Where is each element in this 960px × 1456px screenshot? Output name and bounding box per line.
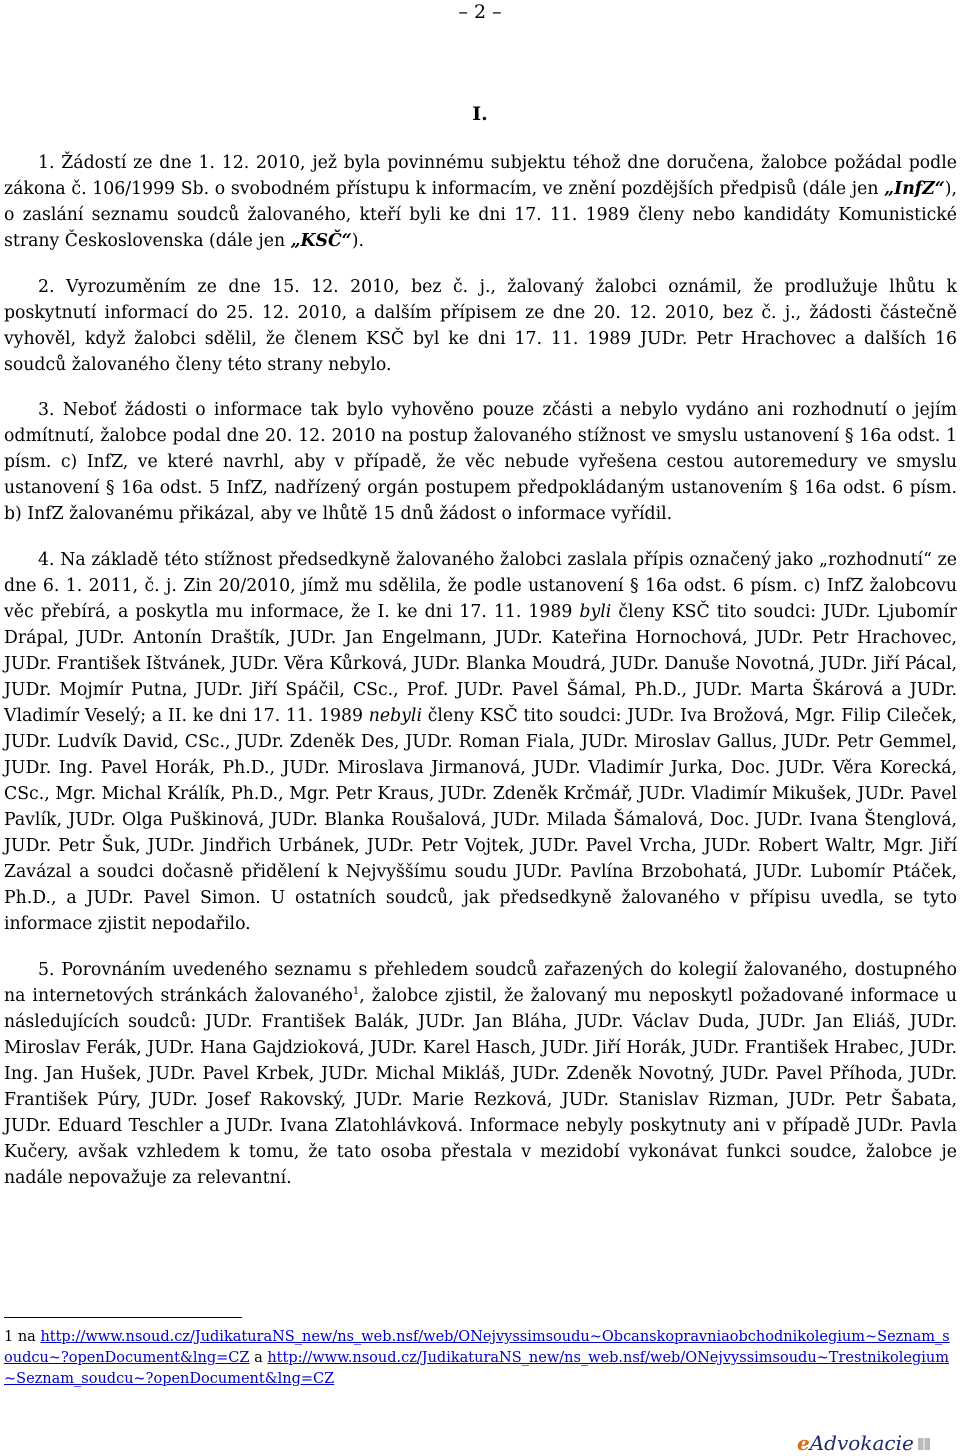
byli-word: byli: [579, 602, 612, 622]
paragraph-1-text-e: ).: [351, 231, 364, 251]
paragraph-4-text-e: členy KSČ tito soudci: JUDr. Iva Brožová, Mgr. Filip Cileček, JUDr. Ludvík David, CSc., JUDr. Zdeněk Des, JUDr. Roman Fiala, JUDr. Miroslav Gallus, JUDr. Petr Gemmel, JUDr. Ing. Pavel Horák, Ph.D., JUDr. Miroslava Jirmanová, JUDr. Vladimír Jurka, Doc. JUDr. Věra Korecká, CSc., Mgr. Michal Králík, Ph.D., Mgr. Petr Kraus, JUDr. Zdeněk Krčmář, JUDr. Vladimír Mikušek, JUDr. Pavel Pavlík, JUDr. Olga Puškinová, JUDr. Blanka Roušalová, JUDr. Milada Šámalová, Doc. JUDr. Ivana Štenglová, JUDr. Petr Šuk, JUDr. Jindřich Urbánek, JUDr. Petr Vojtek, JUDr. Pavel Vrcha, JUDr. Robert Waltr, Mgr. Jiří Zavázal a soudci dočasně přidělení k Nejvyššímu soudu JUDr. Pavlína Brzobohatá, JUDr. Lubomír Ptáček, Ph.D., a JUDr. Pavel Simon. U ostatních soudců, jak předsedkyně žalovaného v přípisu uvedla, se tyto informace zjistit nepodařilo.: [4, 706, 957, 934]
footnote: [4, 1327, 957, 1390]
paragraph-4-text-c: členy KSČ tito soudci: JUDr. Ljubomír Drápal, JUDr. Antonín Draštík, JUDr. Jan Engelmann, JUDr. Kateřina Hornochová, JUDr. Petr Hrachovec, JUDr. František Ištvánek, JUDr. Věra Kůrková, JUDr. Blanka Moudrá, JUDr. Danuše Novotná, JUDr. Jiří Pácal, JUDr. Mojmír Putna, JUDr. Jiří Spáčil, CSc., Prof. JUDr. Pavel Šámal, Ph.D., JUDr. Marta Škárová a JUDr. Vladimír Veselý; a II. ke dni 17. 11. 1989: [4, 602, 957, 726]
paragraph-5: [4, 957, 957, 1191]
paragraph-5-text-b: , žalobce zjistil, že žalovaný mu neposkytl požadované informace u následujících soudců: JUDr. František Balák, JUDr. Jan Bláha, JUDr. Václav Duda, JUDr. Jan Eliáš, JUDr. Miroslav Ferák, JUDr. Hana Gajdzioková, JUDr. Karel Hasch, JUDr. Jiří Horák, JUDr. František Hrabec, JUDr. Ing. Jan Hušek, JUDr. Pavel Krbek, JUDr. Michal Mikláš, JUDr. Zdeněk Novotný, JUDr. Pavel Příhoda, JUDr. František Púry, JUDr. Josef Rakovský, JUDr. Marie Rezková, JUDr. Stanislav Rizman, JUDr. Petr Šabata, JUDr. Eduard Teschler a JUDr. Ivana Zlatohlávková. Informace nebyly poskytnuty ani v případě JUDr. Pavla Kučery, avšak vzhledem k tomu, že tato osoba přestala v mezidobí vykonávat funkci soudce, žalobce je nadále nepovažuje za relevantní.: [4, 986, 957, 1188]
logo-text: Advokacie: [809, 1431, 914, 1455]
logo-mark-icon: [918, 1438, 930, 1450]
footnote-between: a: [249, 1350, 268, 1366]
footnote-number: 1: [4, 1329, 14, 1345]
footnote-link-civil-collegium[interactable]: http://www.nsoud.cz/JudikaturaNS_new/ns_web.nsf/web/ONejvyssimsoudu~Obcanskopravniaobchodnikolegium~Seznam_soudcu~?openDocument&lng=CZ: [4, 1329, 950, 1366]
logo-e: e: [797, 1431, 810, 1455]
paragraph-3: 3. Neboť žádosti o informace tak bylo vyhověno pouze zčásti a nebylo vydáno ani rozhodnutí o jejím odmítnutí, žalobce podal dne 20. 12. 2010 na postup žalovaného stížnost ve smyslu ustanovení § 16a odst. 1 písm. c) InfZ, ve které navrhl, aby v případě, že věc nebude vyřešena cestou autoremedury ve smyslu ustanovení § 16a odst. 5 InfZ, nadřízený orgán postupem předpokládaným ustanovením § 16a odst. 6 písm. b) InfZ žalovanému přikázal, aby ve lhůtě 15 dnů žádost o informace vyřídil.: [4, 400, 957, 524]
footnote-reference: 1: [352, 986, 360, 998]
paragraph-1-text-c: ), o zaslání seznamu soudců žalovaného, kteří byli ke dni 17. 11. 1989 členy nebo kandidáty Komunistické strany Československa (dále jen: [4, 179, 957, 251]
document-body: [4, 150, 957, 1211]
nebyli-word: nebyli: [368, 706, 422, 726]
footnote-divider: [4, 1317, 242, 1318]
paragraph-2: 2. Vyrozuměním ze dne 15. 12. 2010, bez č. j., žalovaný žalobci oznámil, že prodlužuje lhůtu k poskytnutí informací do 25. 12. 2010, a dalším přípisem ze dne 20. 12. 2010, bez č. j., žádosti částečně vyhověl, když žalobci sdělil, že členem KSČ byl ke dni 17. 11. 1989 JUDr. Petr Hrachovec a dalších 16 soudců žalovaného členy této strany nebylo.: [4, 277, 957, 375]
page-number: – 2 –: [458, 1, 502, 23]
ksc-abbrev: „KSČ“: [290, 231, 352, 251]
eadvokacie-logo: [797, 1431, 959, 1456]
paragraph-4: [4, 547, 957, 937]
footnote-prefix: na: [13, 1329, 41, 1345]
section-heading: I.: [472, 103, 488, 125]
footnote-link-criminal-collegium[interactable]: http://www.nsoud.cz/JudikaturaNS_new/ns_web.nsf/web/ONejvyssimsoudu~Trestnikolegium~Seznam_soudcu~?openDocument&lng=CZ: [4, 1350, 949, 1387]
paragraph-1-text-a: 1. Žádostí ze dne 1. 12. 2010, jež byla povinnému subjektu téhož dne doručena, žalobce požádal podle zákona č. 106/1999 Sb. o svobodném přístupu k informacím, ve znění pozdějších předpisů (dále jen: [4, 153, 957, 199]
paragraph-5-text-a: 5. Porovnáním uvedeného seznamu s přehledem soudců zařazených do kolegií žalovaného, dostupného na internetových stránkách žalovaného: [4, 960, 957, 1006]
paragraph-1: [4, 150, 957, 254]
infz-abbrev: „InfZ“: [884, 179, 945, 199]
paragraph-4-text-a: 4. Na základě této stížnost předsedkyně žalovaného žalobci zaslala přípis označený jako „rozhodnutí“ ze dne 6. 1. 2011, č. j. Zin 20/2010, jímž mu sdělila, že podle ustanovení § 16a odst. 6 písm. c) InfZ žalobcovu věc přebírá, a poskytla mu informace, že I. ke dni 17. 11. 1989: [4, 550, 957, 622]
